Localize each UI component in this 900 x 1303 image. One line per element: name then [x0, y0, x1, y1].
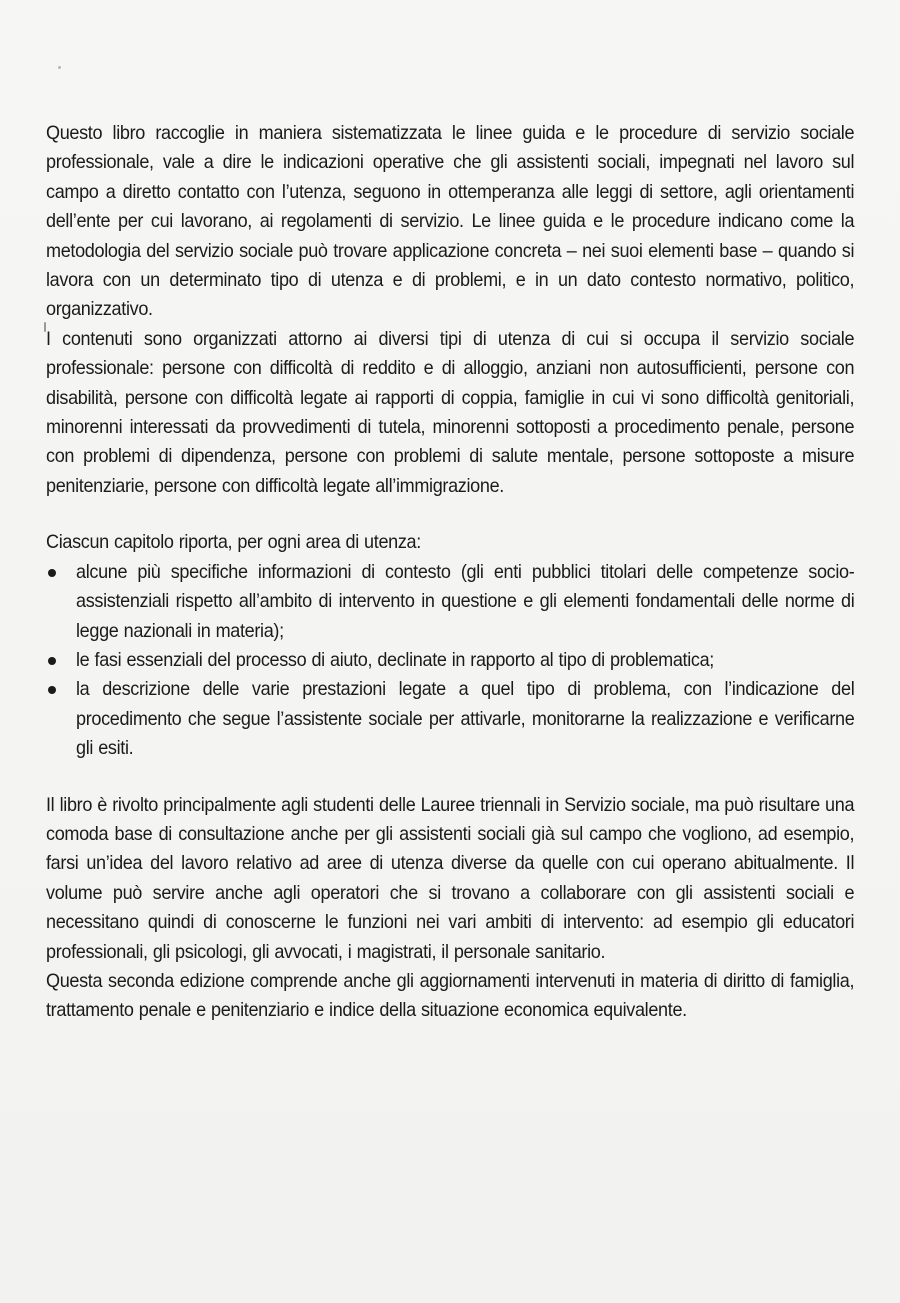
scan-speck	[58, 66, 61, 69]
chapter-intro: Ciascun capitolo riporta, per ogni area di utenza:	[46, 531, 421, 554]
list-item	[46, 558, 854, 646]
back-cover-text	[46, 119, 854, 1026]
intro-paragraph-2: I contenuti sono organizzati attorno ai diversi tipi di utenza di cui si occupa il servizio sociale professionale: persone con difficoltà di reddito e di alloggio, anziani non autosufficienti, persone con disabilità, persone con difficoltà legate ai rapporti di coppia, famiglie in cui vi sono difficoltà genitoriali, minorenni interessati da provvedimenti di tutela, minorenni sottoposti a procedimento penale, persone con problemi di dipendenza, persone con problemi di salute mentale, persone sottoposte a misure penitenziarie, persone con difficoltà legate all’immigrazione.	[46, 327, 855, 497]
list-item	[46, 646, 854, 675]
list-item-text: la descrizione delle varie prestazioni legate a quel tipo di problema, con l’indicazione del procedimento che segue l’assistente sociale per attivarle, monitorarne la realizzazione e verificarne gli esiti.	[76, 678, 855, 760]
chapter-contents-list	[46, 558, 854, 764]
paragraph-gap	[46, 764, 854, 791]
list-item-text: le fasi essenziali del processo di aiuto, declinate in rapporto al tipo di problematica;	[76, 648, 714, 671]
closing-paragraph-2: Questa seconda edizione comprende anche gli aggiornamenti intervenuti in materia di diritto di famiglia, trattamento penale e penitenziario e indice della situazione economica equivalente.	[46, 969, 855, 1022]
list-item-text: alcune più specifiche informazioni di contesto (gli enti pubblici titolari delle competenze socio-assistenziali rispetto all’ambito di intervento in questione e gli elementi fondamentali delle norme di legge nazionali in materia);	[76, 560, 855, 642]
paragraph-gap	[46, 501, 854, 528]
list-item	[46, 675, 854, 763]
intro-paragraph-1: Questo libro raccoglie in maniera sistematizzata le linee guida e le procedure di servizio sociale professionale, vale a dire le indicazioni operative che gli assistenti sociali, impegnati nel lavoro sul campo a diretto contatto con l’utenza, seguono in ottemperanza alle leggi di settore, agli orientamenti dell’ente per cui lavorano, ai regolamenti di servizio. Le linee guida e le procedure indicano come la metodologia del servizio sociale può trovare applicazione concreta – nei suoi elementi base – quando si lavora con un determinato tipo di utenza e di problemi, e in un dato contesto normativo, politico, organizzativo.	[46, 122, 855, 321]
closing-paragraph-1: Il libro è rivolto principalmente agli studenti delle Lauree triennali in Servizio sociale, ma può risultare una comoda base di consultazione anche per gli assistenti sociali già sul campo che vogliono, ad esempio, farsi un’idea del lavoro relativo ad aree di utenza diverse da quelle con cui operano abitualmente. Il volume può servire anche agli operatori che si trovano a collaborare con gli assistenti sociali e necessitano quindi di conoscerne le funzioni nei vari ambiti di intervento: ad esempio gli educatori professionali, gli psicologi, gli avvocati, i magistrati, il personale sanitario.	[46, 793, 855, 963]
